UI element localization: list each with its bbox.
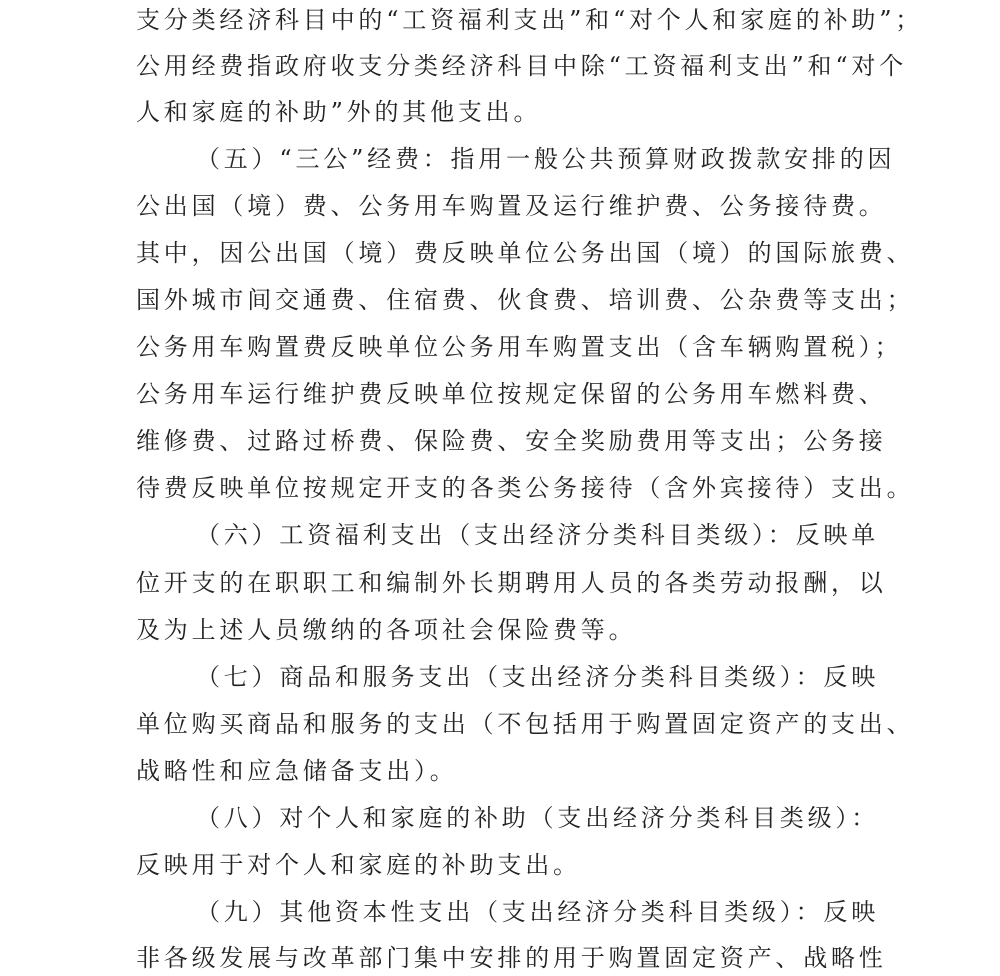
paragraph-heading-seven: （七）商品和服务支出（支出经济分类科目类级）：反映	[196, 663, 879, 691]
text-line: 位开支的在职职工和编制外长期聘用人员的各类劳动报酬，以	[136, 569, 887, 597]
paragraph-heading-eight: （八）对个人和家庭的补助（支出经济分类科目类级）：	[196, 804, 879, 832]
text-line: 公务用车购置费反映单位公务用车购置支出（含车辆购置税）；	[136, 333, 903, 361]
text-line: 待费反映单位按规定开支的各类公务接待（含外宾接待）支出。	[136, 474, 915, 502]
text-line: 及为上述人员缴纳的各项社会保险费等。	[136, 616, 637, 644]
text-line: 战略性和应急储备支出）。	[136, 757, 458, 785]
text-line: 国外城市间交通费、住宿费、伙食费、培训费、公杂费等支出；	[136, 286, 915, 314]
paragraph-heading-five: （五）“三公”经费：指用一般公共预算财政拨款安排的因	[196, 145, 896, 173]
text-line: 支分类经济科目中的“工资福利支出”和“对个人和家庭的补助”；	[136, 6, 924, 34]
text-line: 公务用车运行维护费反映单位按规定保留的公务用车燃料费、	[136, 380, 887, 408]
paragraph-heading-six: （六）工资福利支出（支出经济分类科目类级）：反映单	[196, 521, 879, 549]
text-line: 公用经费指政府收支分类经济科目中除“工资福利支出”和“对个	[136, 52, 908, 80]
text-line: 人和家庭的补助”外的其他支出。	[136, 98, 542, 126]
text-line: 公出国（境）费、公务用车购置及运行维护费、公务接待费。	[136, 192, 887, 220]
text-line: 非各级发展与改革部门集中安排的用于购置固定资产、战略性	[136, 944, 887, 972]
text-line: 维修费、过路过桥费、保险费、安全奖励费用等支出；公务接	[136, 427, 887, 455]
paragraph-heading-nine: （九）其他资本性支出（支出经济分类科目类级）：反映	[196, 898, 879, 926]
text-line: 反映用于对个人和家庭的补助支出。	[136, 851, 581, 879]
text-line: 单位购买商品和服务的支出（不包括用于购置固定资产的支出、	[136, 710, 915, 738]
text-line: 其中，因公出国（境）费反映单位公务出国（境）的国际旅费、	[136, 239, 915, 267]
